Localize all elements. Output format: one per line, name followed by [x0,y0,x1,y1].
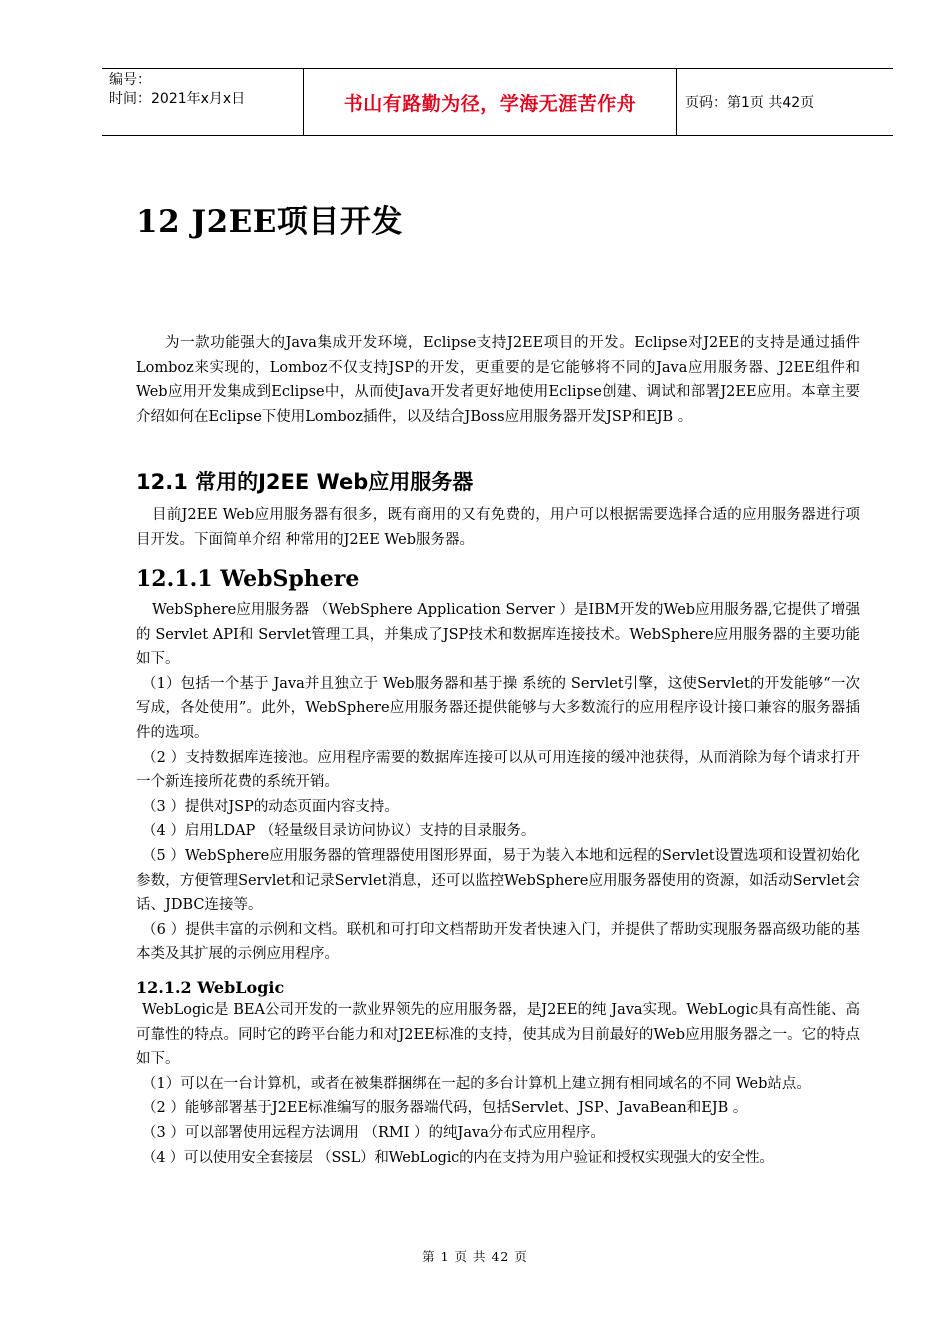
header-page-label: 页码：第1页 共42页 [685,95,815,111]
websphere-item: （4 ）启用LDAP （轻量级目录访问协议）支持的目录服务。 [142,823,536,840]
weblogic-intro: WebLogic是 BEA公司开发的一款业界领先的应用服务器，是J2EE的纯 Java实现。WebLogic具有高性能、高可靠性的特点。同时它的跨平台能力和对J2EE标准的支持，使其成为目前最好的Web应用服务器之一。它的特点如下。 [136,1002,860,1068]
section-12-1-1-title: 12.1.1 WebSphere [136,566,360,592]
section-12-1-1 [136,566,860,967]
page-header [102,68,893,136]
websphere-item: （1）包括一个基于 Java并且独立于 Web服务器和基于操 系统的 Servlet引擎，这使Servlet的开发能够“一次写成，各处使用”。此外，WebSphere应用服务器还提供能够与大多数流行的应用程序设计接口兼容的服务器插件的选项。 [136,675,860,741]
section-12-1-title: 12.1 常用的J2EE Web应用服务器 [136,470,474,494]
section-12-1-2 [136,978,860,1170]
websphere-item: （3 ）提供对JSP的动态页面内容支持。 [142,798,399,815]
weblogic-item: （3 ）可以部署使用远程方法调用 （RMI ）的纯Java分布式应用程序。 [142,1124,605,1141]
header-motto: 书山有路勤为径，学海无涯苦作舟 [304,69,677,135]
header-time-label: 时间：2021年x月x日 [109,91,246,107]
header-number-label: 编号： [109,72,151,88]
weblogic-item: （4 ）可以使用安全套接层 （SSL）和WebLogic的内在支持为用户验证和授权实现强大的安全性。 [142,1149,774,1166]
websphere-intro: WebSphere应用服务器 （WebSphere Application Server ）是IBM开发的Web应用服务器,它提供了增强的 Servlet API和 Servlet管理工具，并集成了JSP技术和数据库连接技术。WebSphere应用服务器的主要功能如下。 [136,602,860,668]
intro-block [136,331,860,429]
websphere-item: （2 ）支持数据库连接池。应用程序需要的数据库连接可以从可用连接的缓冲池获得，从而消除为每个请求打开一个新连接所花费的系统开销。 [136,749,860,791]
section-12-1-text: 目前J2EE Web应用服务器有很多，既有商用的又有免费的，用户可以根据需要选择合适的应用服务器进行项目开发。下面简单介绍 种常用的J2EE Web服务器。 [136,507,860,548]
weblogic-item: （2 ）能够部署基于J2EE标准编写的服务器端代码，包括Servlet、JSP、JavaBean和EJB 。 [142,1100,748,1117]
weblogic-item: （1）可以在一台计算机，或者在被集群捆绑在一起的多台计算机上建立拥有相同域名的不同 Web站点。 [142,1075,811,1092]
websphere-item: （5 ）WebSphere应用服务器的管理器使用图形界面，易于为装入本地和远程的Servlet设置选项和设置初始化参数，方便管理Servlet和记录Servlet消息，还可以监控WebSphere应用服务器使用的资源，如活动Servlet会话、JDBC连接等。 [136,847,860,914]
header-meta [102,69,304,135]
section-12-1-2-title: 12.1.2 WebLogic [136,978,285,997]
section-12-1 [136,466,860,552]
chapter-title: 12 J2EE项目开发 [136,204,403,240]
intro-paragraph: 为一款功能强大的Java集成开发环境，Eclipse支持J2EE项目的开发。Eclipse对J2EE的支持是通过插件Lomboz来实现的，Lomboz不仅支持JSP的开发，更重要的是它能够将不同的Java应用服务器、J2EE组件和Web应用开发集成到Eclipse中，从而使Java开发者更好地使用Eclipse创建、调试和部署J2EE应用。本章主要介绍如何在Eclipse下使用Lomboz插件，以及结合JBoss应用服务器开发JSP和EJB 。 [136,335,860,425]
websphere-item: （6 ）提供丰富的示例和文档。联机和可打印文档帮助开发者快速入门，并提供了帮助实现服务器高级功能的基本类及其扩展的示例应用程序。 [136,921,860,963]
page-footer: 第 1 页 共 42 页 [422,1249,528,1264]
